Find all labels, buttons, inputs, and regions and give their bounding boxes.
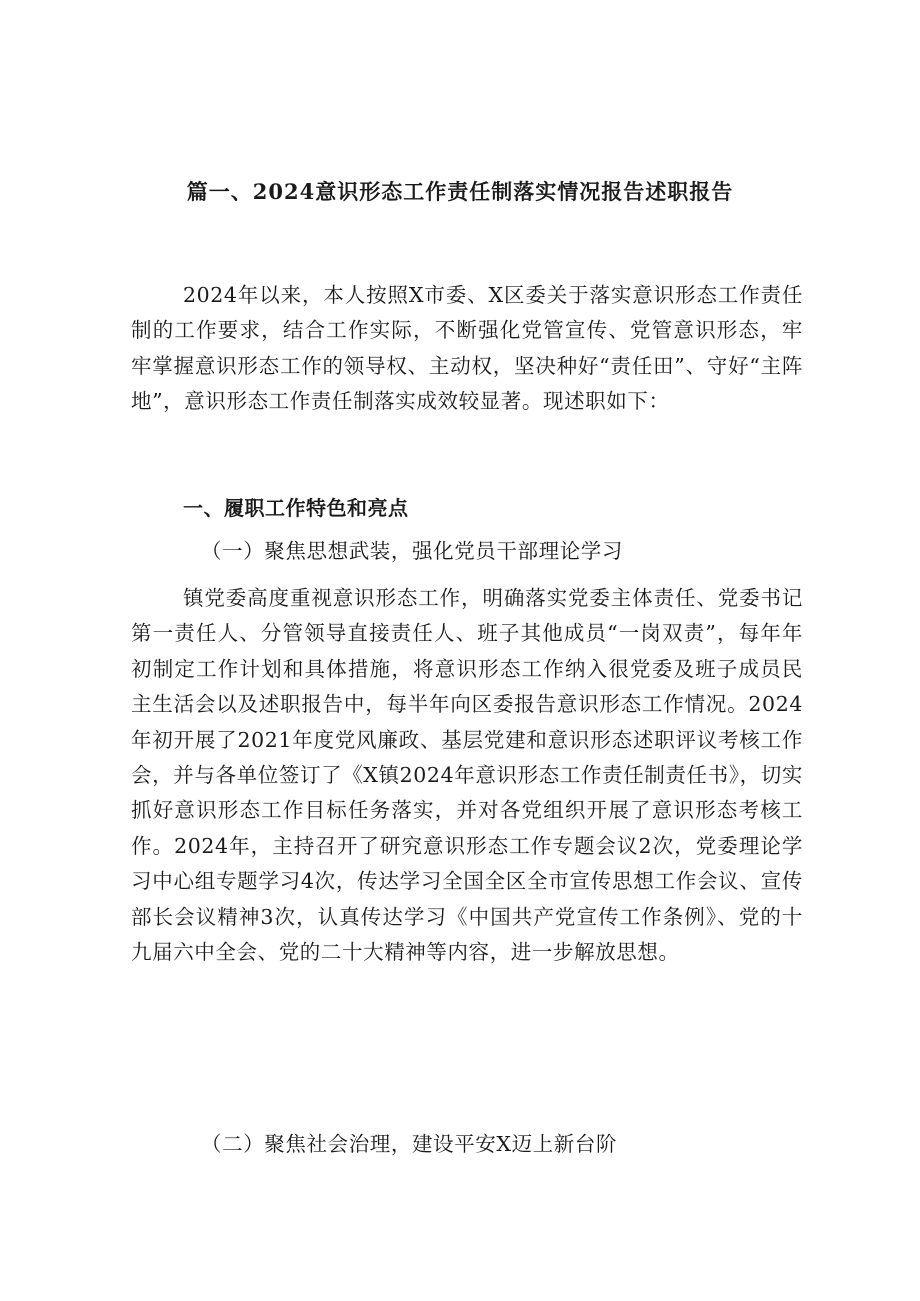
intro-paragraph: 2024年以来，本人按照X市委、X区委关于落实意识形态工作责任制的工作要求，结合工作实际，不断强化党管宣传、党管意识形态，牢牢掌握意识形态工作的领导权、主动权，坚决种好“责任田”、守好“主阵地”，意识形态工作责任制落实成效较显著。现述职如下： (131, 283, 803, 414)
section-heading-1: 一、履职工作特色和亮点 (183, 496, 409, 520)
document-title: 篇一、2024意识形态工作责任制落实情况报告述职报告 (186, 179, 734, 204)
subsection-1-body: 镇党委高度重视意识形态工作，明确落实党委主体责任、党委书记第一责任人、分管领导直接责任人、班子其他成员“一岗双责”，每年年初制定工作计划和具体措施，将意识形态工作纳入很党委及班子成员民主生活会以及述职报告中，每半年向区委报告意识形态工作情况。2024年初开展了2021年度党风廉政、基层党建和意识形态述职评议考核工作会，并与各单位签订了《X镇2024年意识形态工作责任制责任书》，切实抓好意识形态工作目标任务落实，并对各党组织开展了意识形态考核工作。2024年，主持召开了研究意识形态工作专题会议2次，党委理论学习中心组专题学习4次，传达学习全国全区全市宣传思想工作会议、宣传部长会议精神3次，认真传达学习《中国共产党宣传工作条例》、党的十九届六中全会、党的二十大精神等内容，进一步解放思想。 (131, 586, 803, 965)
subsection-heading-2: （二）聚焦社会治理，建设平安X迈上新台阶 (201, 1132, 618, 1156)
subsection-heading-1: （一）聚焦思想武装，强化党员干部理论学习 (201, 539, 623, 563)
